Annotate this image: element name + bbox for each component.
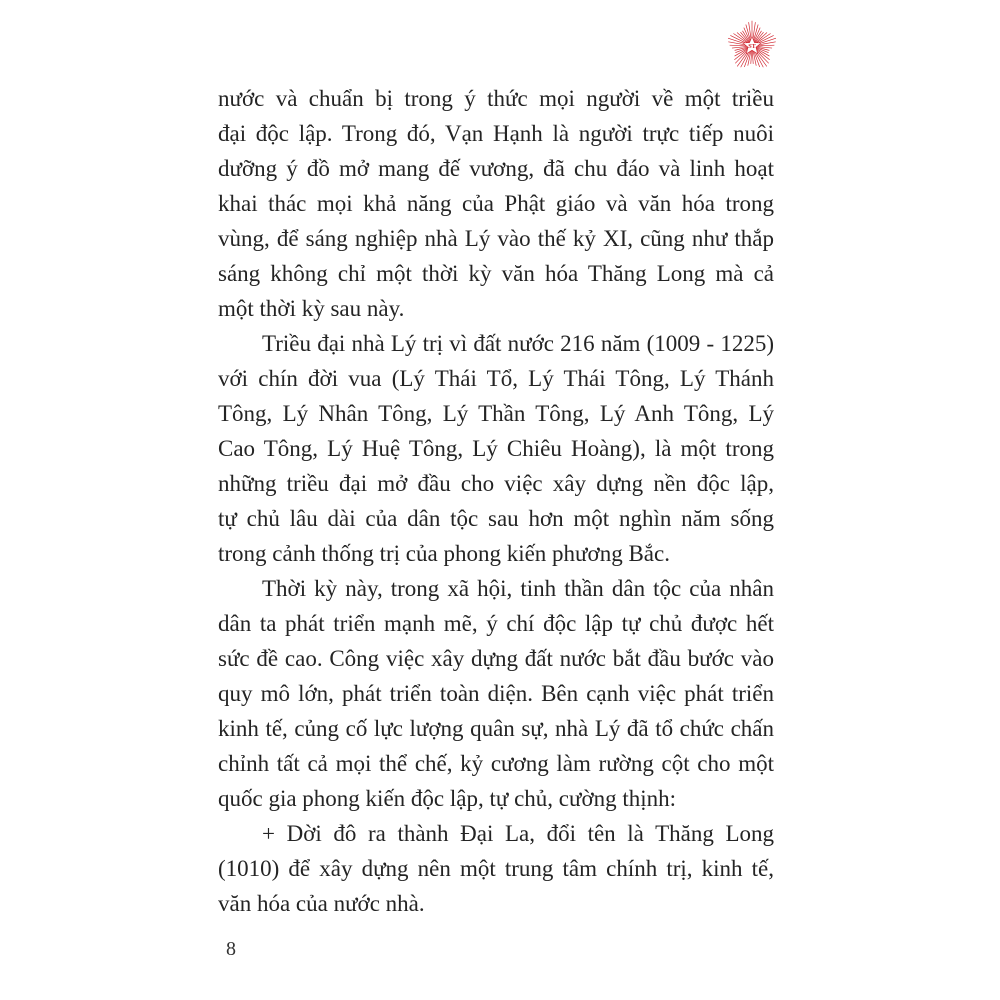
logo-monogram: ST <box>748 43 756 50</box>
text-line: kinh tế, củng cố lực lượng quân sự, nhà Lý đã tổ chức chấn <box>218 716 774 741</box>
text-line: sáng không chỉ một thời kỳ văn hóa Thăng Long mà cả <box>218 261 774 286</box>
text-line: Tông, Lý Nhân Tông, Lý Thần Tông, Lý Anh Tông, Lý <box>218 401 774 426</box>
text-line: dưỡng ý đồ mở mang đế vương, đã chu đáo và linh hoạt <box>218 156 774 181</box>
paragraph-1 <box>218 81 774 326</box>
text-line: đại độc lập. Trong đó, Vạn Hạnh là người trực tiếp nuôi <box>218 121 774 146</box>
text-line: (1010) để xây dựng nên một trung tâm chính trị, kinh tế, <box>218 856 774 881</box>
text-line: nước và chuẩn bị trong ý thức mọi người về một triều <box>218 86 774 111</box>
text-line: Cao Tông, Lý Huệ Tông, Lý Chiêu Hoàng), là một trong <box>218 436 774 461</box>
text-line: sức đề cao. Công việc xây dựng đất nước bắt đầu bước vào <box>218 646 774 671</box>
text-line: khai thác mọi khả năng của Phật giáo và văn hóa trong <box>218 191 774 216</box>
text-line: dân ta phát triển mạnh mẽ, ý chí độc lập tự chủ được hết <box>218 611 774 636</box>
page-number: 8 <box>226 938 236 960</box>
text-line: + Dời đô ra thành Đại La, đổi tên là Thăng Long <box>262 821 774 846</box>
text-line: một thời kỳ sau này. <box>218 296 405 321</box>
text-line: chỉnh tất cả mọi thể chế, kỷ cương làm rường cột cho một <box>218 751 774 776</box>
publisher-logo-icon <box>724 18 780 74</box>
text-line: với chín đời vua (Lý Thái Tổ, Lý Thái Tông, Lý Thánh <box>218 366 774 391</box>
text-line: Thời kỳ này, trong xã hội, tinh thần dân tộc của nhân <box>262 576 774 601</box>
paragraph-3 <box>218 571 774 816</box>
body-text <box>218 81 774 921</box>
text-line: vùng, để sáng nghiệp nhà Lý vào thế kỷ XI, cũng như thắp <box>218 226 774 251</box>
text-line: Triều đại nhà Lý trị vì đất nước 216 năm (1009 - 1225) <box>262 331 774 356</box>
text-line: quốc gia phong kiến độc lập, tự chủ, cường thịnh: <box>218 786 677 811</box>
text-line: những triều đại mở đầu cho việc xây dựng nền độc lập, <box>218 471 774 496</box>
text-line: văn hóa của nước nhà. <box>218 891 425 916</box>
paragraph-2 <box>218 326 774 571</box>
text-line: tự chủ lâu dài của dân tộc sau hơn một nghìn năm sống <box>218 506 774 531</box>
text-line: trong cảnh thống trị của phong kiến phương Bắc. <box>218 541 670 566</box>
text-line: quy mô lớn, phát triển toàn diện. Bên cạnh việc phát triển <box>218 681 774 706</box>
paragraph-4 <box>218 816 774 921</box>
